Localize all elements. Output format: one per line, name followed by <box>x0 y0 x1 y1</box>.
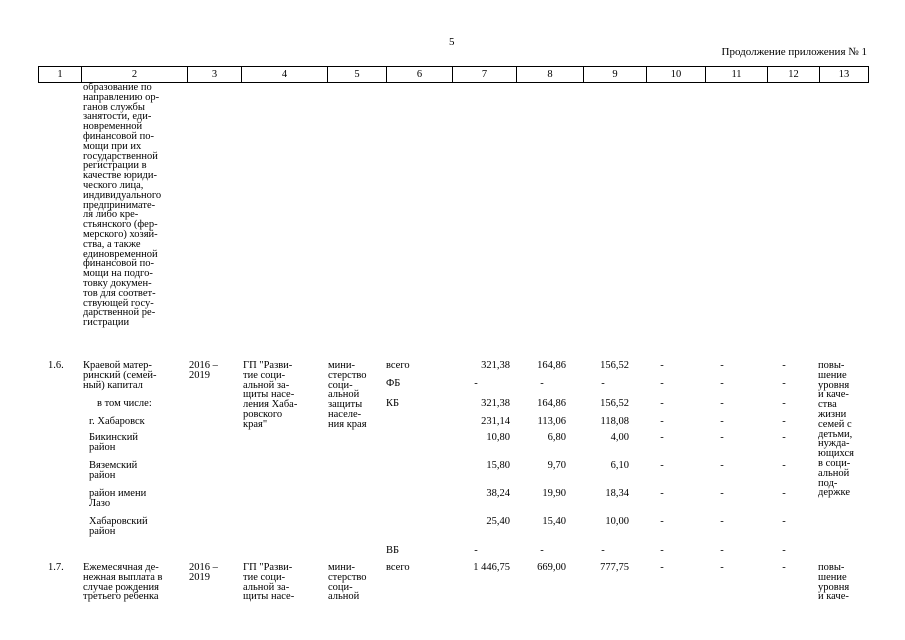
c10: - <box>660 398 664 409</box>
c12: - <box>782 378 786 389</box>
c12: - <box>782 562 786 573</box>
source-vb-1-6: ВБ <box>386 545 400 556</box>
header-cell-7: 7 <box>453 67 517 83</box>
c7: 321,38 <box>481 398 510 409</box>
c8: 9,70 <box>547 460 566 471</box>
source-fb-1-6: ФБ <box>386 378 401 389</box>
c10: - <box>660 545 664 556</box>
page-number: 5 <box>449 36 455 48</box>
c9: 4,00 <box>610 432 629 443</box>
column-header-row <box>38 66 869 83</box>
c7: 1 446,75 <box>473 562 510 573</box>
c10: - <box>660 460 664 471</box>
header-cell-13: 13 <box>820 67 869 83</box>
c10: - <box>660 516 664 527</box>
c8: 15,40 <box>542 516 566 527</box>
item-period-1-7: 2016 – 2019 <box>189 562 218 583</box>
c7: - <box>474 545 478 556</box>
c11: - <box>720 488 724 499</box>
c11: - <box>720 360 724 371</box>
c12: - <box>782 516 786 527</box>
c8: 113,06 <box>537 416 566 427</box>
c12: - <box>782 360 786 371</box>
c12: - <box>782 432 786 443</box>
district-label-vyazemsky: Вяземский район <box>89 460 138 481</box>
header-cell-8: 8 <box>517 67 584 83</box>
header-cell-1: 1 <box>39 67 82 83</box>
c11: - <box>720 398 724 409</box>
c11: - <box>720 562 724 573</box>
c10: - <box>660 488 664 499</box>
item-number-1-6: 1.6. <box>48 360 64 371</box>
c12: - <box>782 488 786 499</box>
item-program-1-7: ГП "Разви- тие соци- альной за- щиты насе- <box>243 562 295 603</box>
c9: 18,34 <box>605 488 629 499</box>
item-program-1-6: ГП "Разви- тие соци- альной за- щиты насе- ления Хаба- ровского края" <box>243 360 298 430</box>
header-cell-6: 6 <box>387 67 453 83</box>
district-label-khabarovsky: Хабаровский район <box>89 516 148 537</box>
item-name-1-7: Ежемесячная де- нежная выплата в случае рождения третьего ребенка <box>83 562 163 603</box>
district-label-lazo: район имени Лазо <box>89 488 147 509</box>
item-period-1-6: 2016 – 2019 <box>189 360 218 381</box>
c11: - <box>720 416 724 427</box>
c9: - <box>601 378 605 389</box>
source-kb-1-6: КБ <box>386 398 400 409</box>
c12: - <box>782 460 786 471</box>
c10: - <box>660 432 664 443</box>
header-cell-4: 4 <box>242 67 328 83</box>
previous-item-continued-text: образование по направлению ор- ганов службы занятости, еди- новременной финансовой по- мощи при их государственной регистрации в качестве юриди- ческого лица, индивидуального предпринимате- ля либо кре- стьянского (фер- мерского) хозяй- ства, а также единовременной финансовой по- мощи на подго- товку докумен- тов для соответ- ствующей госу- дарственной ре- гистрации <box>83 82 162 329</box>
header-cell-5: 5 <box>328 67 387 83</box>
c11: - <box>720 545 724 556</box>
header-cell-12: 12 <box>768 67 820 83</box>
header-cell-10: 10 <box>647 67 706 83</box>
c7: - <box>474 378 478 389</box>
item-result-1-6: повы- шение уровня и каче- ства жизни семей с детьми, нужда- ющихся в соци- альной под- держке <box>818 360 854 499</box>
c9: - <box>601 545 605 556</box>
c8: - <box>540 378 544 389</box>
continuation-caption: Продолжение приложения № 1 <box>721 46 867 58</box>
c9: 777,75 <box>600 562 629 573</box>
c11: - <box>720 378 724 389</box>
c11: - <box>720 460 724 471</box>
c9: 118,08 <box>600 416 629 427</box>
c8: 669,00 <box>537 562 566 573</box>
c7: 38,24 <box>486 488 510 499</box>
c7: 231,14 <box>481 416 510 427</box>
item-executor-1-7: мини- стерство соци- альной <box>328 562 367 603</box>
c8: 164,86 <box>537 360 566 371</box>
c7: 10,80 <box>486 432 510 443</box>
c10: - <box>660 562 664 573</box>
c10: - <box>660 360 664 371</box>
source-all-1-7: всего <box>386 562 410 573</box>
item-number-1-7: 1.7. <box>48 562 64 573</box>
c8: 164,86 <box>537 398 566 409</box>
header-cell-2: 2 <box>82 67 188 83</box>
district-label-bikin: Бикинский район <box>89 432 138 453</box>
item-result-1-7: повы- шение уровня и каче- <box>818 562 850 603</box>
item-sub-label: в том числе: <box>97 398 152 409</box>
c11: - <box>720 432 724 443</box>
c8: 19,90 <box>542 488 566 499</box>
c9: 10,00 <box>605 516 629 527</box>
c7: 321,38 <box>481 360 510 371</box>
header-cell-11: 11 <box>706 67 768 83</box>
header-cell-9: 9 <box>584 67 647 83</box>
c10: - <box>660 378 664 389</box>
c12: - <box>782 416 786 427</box>
source-all-1-6: всего <box>386 360 410 371</box>
c9: 6,10 <box>610 460 629 471</box>
c8: - <box>540 545 544 556</box>
c7: 15,80 <box>486 460 510 471</box>
c12: - <box>782 398 786 409</box>
item-executor-1-6: мини- стерство соци- альной защиты населе- ния края <box>328 360 367 430</box>
c12: - <box>782 545 786 556</box>
c10: - <box>660 416 664 427</box>
c9: 156,52 <box>600 398 629 409</box>
c7: 25,40 <box>486 516 510 527</box>
c11: - <box>720 516 724 527</box>
district-label-khabarovsk: г. Хабаровск <box>89 416 145 427</box>
header-cell-3: 3 <box>188 67 242 83</box>
item-name-1-6: Краевой матер- ринский (семей- ный) капитал <box>83 360 157 391</box>
c9: 156,52 <box>600 360 629 371</box>
c8: 6,80 <box>547 432 566 443</box>
